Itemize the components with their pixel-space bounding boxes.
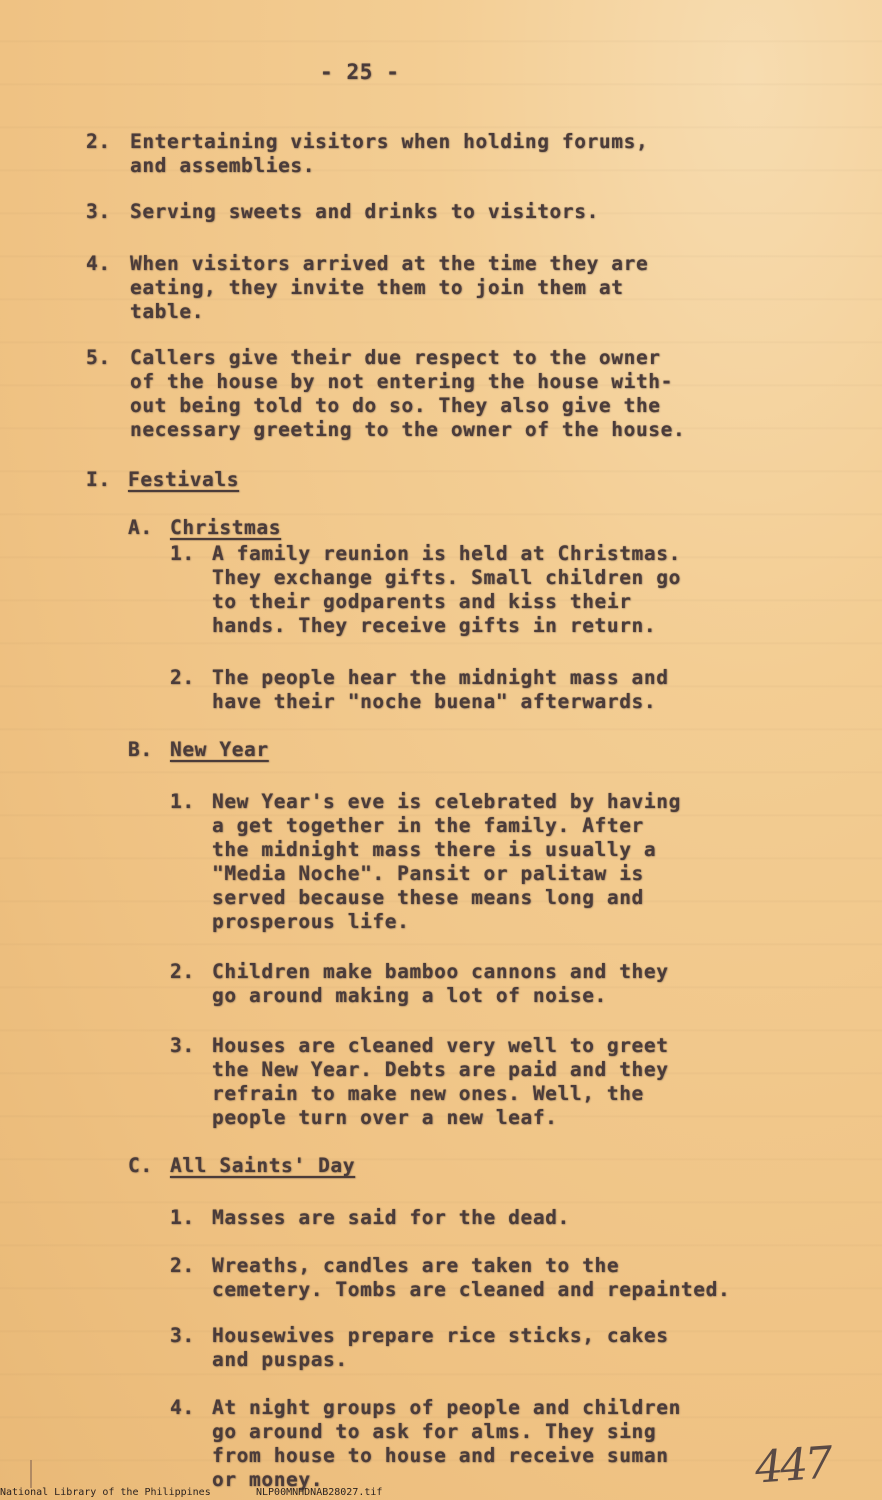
item-line: the New Year. Debts are paid and they (212, 1058, 669, 1081)
item-number: 1. (170, 1206, 195, 1229)
subsection-letter: A. (128, 516, 153, 539)
edge-mark (30, 1460, 32, 1488)
item-line: Serving sweets and drinks to visitors. (130, 200, 599, 223)
item-line: Callers give their due respect to the owner (130, 346, 661, 369)
item-line: out being told to do so. They also give the (130, 394, 661, 417)
item-line: and assemblies. (130, 154, 316, 177)
item-line: New Year's eve is celebrated by having (212, 790, 681, 813)
item-line: Housewives prepare rice sticks, cakes (212, 1324, 669, 1347)
item-line: They exchange gifts. Small children go (212, 566, 681, 589)
item-line: the midnight mass there is usually a (212, 838, 657, 861)
item-line: from house to house and receive suman (212, 1444, 669, 1467)
item-number: 4. (170, 1396, 195, 1419)
item-number: 2. (170, 960, 195, 983)
item-number: 2. (170, 666, 195, 689)
item-line: and puspas. (212, 1348, 348, 1371)
item-number: 1. (170, 790, 195, 813)
item-line: go around making a lot of noise. (212, 984, 607, 1007)
item-number: 3. (170, 1034, 195, 1057)
subsection-title: All Saints' Day (170, 1154, 356, 1177)
item-line: Entertaining visitors when holding forums, (130, 130, 649, 153)
page-number: - 25 - (320, 60, 400, 84)
item-number: 5. (86, 346, 111, 369)
item-line: a get together in the family. After (212, 814, 644, 837)
item-line: Wreaths, candles are taken to the (212, 1254, 620, 1277)
item-line: eating, they invite them to join them at (130, 276, 624, 299)
subsection-letter: B. (128, 738, 153, 761)
item-number: 3. (86, 200, 111, 223)
item-line: or money. (212, 1468, 324, 1491)
item-line: to their godparents and kiss their (212, 590, 632, 613)
subsection-title: Christmas (170, 516, 282, 539)
item-number: 1. (170, 542, 195, 565)
footer-filename: NLP00MNHDNAB28027.tif (256, 1487, 383, 1498)
subsection-title: New Year (170, 738, 269, 761)
item-line: Children make bamboo cannons and they (212, 960, 669, 983)
item-line: go around to ask for alms. They sing (212, 1420, 657, 1443)
section-number: I. (86, 468, 111, 491)
item-line: Houses are cleaned very well to greet (212, 1034, 669, 1057)
item-line: The people hear the midnight mass and (212, 666, 669, 689)
item-line: necessary greeting to the owner of the house. (130, 418, 686, 441)
subsection-letter: C. (128, 1154, 153, 1177)
item-line: "Media Noche". Pansit or palitaw is (212, 862, 644, 885)
item-number: 4. (86, 252, 111, 275)
item-line: When visitors arrived at the time they are (130, 252, 649, 275)
item-line: prosperous life. (212, 910, 410, 933)
item-line: Masses are said for the dead. (212, 1206, 570, 1229)
section-title: Festivals (128, 468, 240, 491)
item-line: have their "noche buena" afterwards. (212, 690, 657, 713)
item-line: hands. They receive gifts in return. (212, 614, 657, 637)
handwritten-page-number: 447 (753, 1437, 832, 1494)
item-number: 2. (170, 1254, 195, 1277)
item-line: refrain to make new ones. Well, the (212, 1082, 644, 1105)
item-line: served because these means long and (212, 886, 644, 909)
item-line: table. (130, 300, 205, 323)
item-line: people turn over a new leaf. (212, 1106, 558, 1129)
footer-library: National Library of the Philippines (0, 1487, 211, 1498)
item-number: 3. (170, 1324, 195, 1347)
item-line: of the house by not entering the house with- (130, 370, 673, 393)
item-line: cemetery. Tombs are cleaned and repainted. (212, 1278, 731, 1301)
item-number: 2. (86, 130, 111, 153)
item-line: A family reunion is held at Christmas. (212, 542, 681, 565)
item-line: At night groups of people and children (212, 1396, 681, 1419)
